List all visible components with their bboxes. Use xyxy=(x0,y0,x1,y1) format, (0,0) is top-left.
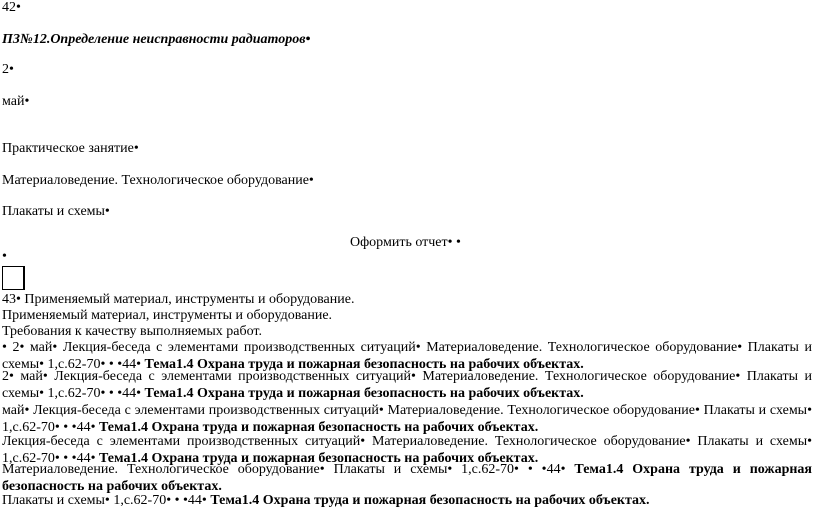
paragraph-topic: Тема1.4 Охрана труда и пожарная безопасность на рабочих объектах. xyxy=(98,420,539,435)
paragraph-topic: Тема1.4 Охрана труда и пожарная безопасность на рабочих объектах. xyxy=(98,451,539,466)
bullet: • xyxy=(2,249,7,264)
section-43-line: Применяемый материал, инструменты и оборудование. xyxy=(2,308,333,323)
paragraph xyxy=(2,368,812,402)
paragraph xyxy=(2,402,812,436)
paragraph-text: Материаловедение. Технологическое оборудование• Плакаты и схемы• 1,с.62-70• • •44• xyxy=(2,462,575,477)
section-43-heading: 43• Применяемый материал, инструменты и оборудование. xyxy=(2,292,355,307)
lesson-number: 2• xyxy=(2,62,14,77)
paragraph-topic: Тема1.4 Охрана труда и пожарная безопасность на рабочих объектах. xyxy=(210,493,650,508)
subject-line: Материаловедение. Технологическое оборудование• xyxy=(2,173,314,188)
paragraph-topic: Тема1.4 Охрана труда и пожарная безопасность на рабочих объектах. xyxy=(144,386,584,401)
paragraph xyxy=(2,492,812,509)
quality-requirements: Требования к качеству выполняемых работ. xyxy=(2,324,262,339)
report-line: Оформить отчет• • xyxy=(350,235,461,250)
paragraph-text: май• Лекция-беседа с элементами производственных ситуаций• Материаловедение. Технологическое оборудование• Плакаты и схемы• 1,с.62-70• • •44• xyxy=(2,403,812,435)
empty-box xyxy=(2,266,25,290)
paragraph-topic: Тема1.4 Охрана труда и пожарная безопасность на рабочих объектах. xyxy=(2,462,812,494)
lesson-type: Практическое занятие• xyxy=(2,141,139,156)
paragraph-text: Плакаты и схемы• 1,с.62-70• • •44• xyxy=(2,493,211,508)
paragraph-text: Лекция-беседа с элементами производственных ситуаций• Материаловедение. Технологическое оборудование• Плакаты и схемы• 1,с.62-70• • •44• xyxy=(2,434,812,466)
materials-line: Плакаты и схемы• xyxy=(2,204,110,219)
document-title: ПЗ№12.Определение неисправности радиаторов• xyxy=(2,32,311,47)
lesson-month: май• xyxy=(2,94,30,109)
paragraph-text: • 2• май• Лекция-беседа с элементами производственных ситуаций• Материаловедение. Технологическое оборудование• Плакаты и схемы• 1,с.62-70• • •44• xyxy=(2,340,812,372)
paragraph-text: 2• май• Лекция-беседа с элементами производственных ситуаций• Материаловедение. Технологическое оборудование• Плакаты и схемы• 1,с.62-70• • •44• xyxy=(2,369,812,401)
page-number: 42• xyxy=(2,0,21,15)
paragraph-topic: Тема1.4 Охрана труда и пожарная безопасность на рабочих объектах. xyxy=(144,357,584,372)
paragraph xyxy=(2,461,812,495)
